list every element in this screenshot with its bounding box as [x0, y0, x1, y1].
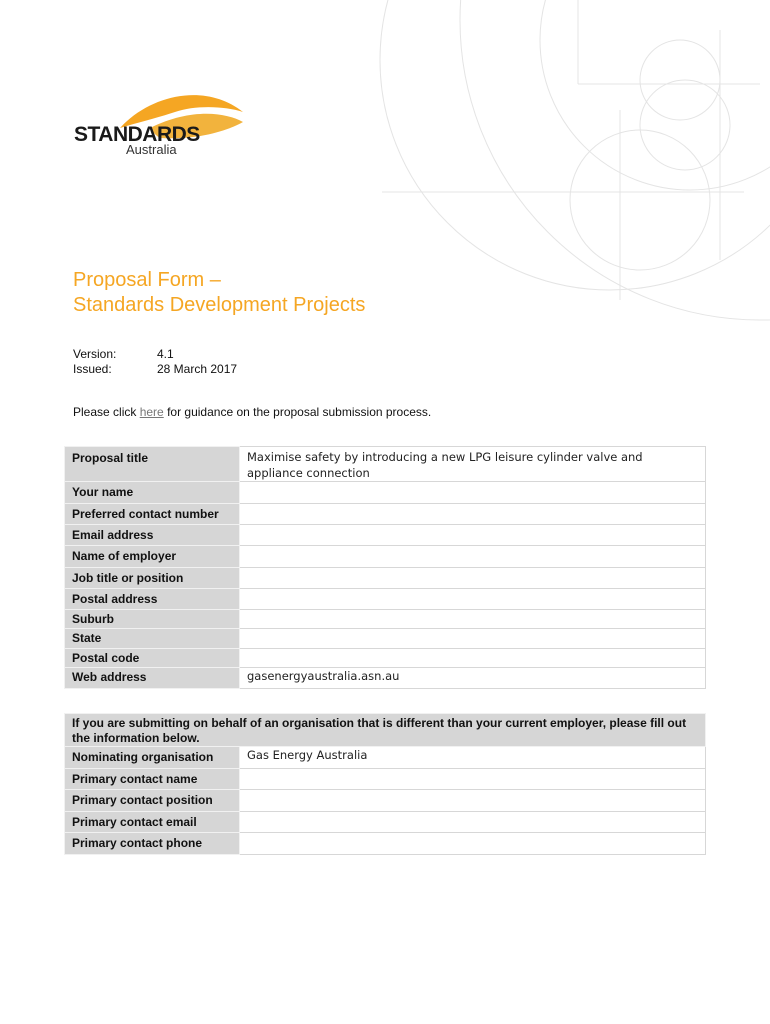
field-label: Proposal title: [65, 447, 240, 482]
table-row: [65, 610, 706, 629]
table-row: [65, 747, 706, 769]
primary-contact-name-field[interactable]: [240, 769, 706, 790]
field-label: Email address: [65, 525, 240, 546]
primary-contact-phone-field[interactable]: [240, 833, 706, 855]
field-label: Primary contact phone: [65, 833, 240, 855]
nominating-organisation-field[interactable]: Gas Energy Australia: [240, 747, 706, 769]
table-row: [65, 447, 706, 482]
guidance-before: Please click: [73, 405, 140, 419]
table-row: [65, 629, 706, 649]
proposal-title-field[interactable]: Maximise safety by introducing a new LPG leisure cylinder valve and appliance connection: [240, 447, 706, 482]
email-field[interactable]: [240, 525, 706, 546]
version-label: Version:: [73, 347, 117, 361]
section-heading: If you are submitting on behalf of an organisation that is different than your current employer, please fill out the information below.: [65, 714, 706, 747]
issued-value: 28 March 2017: [157, 362, 238, 376]
field-label: Job title or position: [65, 568, 240, 589]
standards-australia-logo-swoosh: [0, 0, 770, 200]
job-title-field[interactable]: [240, 568, 706, 589]
guidance-here-link[interactable]: here: [139, 405, 164, 419]
guidance-text: [73, 405, 431, 419]
your-name-field[interactable]: [240, 482, 706, 504]
organisation-details-table: [64, 713, 706, 855]
logo-wordmark-standards: STANDARDS: [74, 123, 200, 146]
contact-number-field[interactable]: [240, 504, 706, 525]
postal-code-field[interactable]: [240, 649, 706, 668]
web-address-field[interactable]: gasenergyaustralia.asn.au: [240, 668, 706, 689]
field-label: Preferred contact number: [65, 504, 240, 525]
field-label: Primary contact name: [65, 769, 240, 790]
table-row: [65, 649, 706, 668]
table-row: [65, 812, 706, 833]
field-label: Your name: [65, 482, 240, 504]
field-label: Nominating organisation: [65, 747, 240, 769]
primary-contact-email-field[interactable]: [240, 812, 706, 833]
field-label: State: [65, 629, 240, 649]
table-row: [65, 769, 706, 790]
table-row: [65, 568, 706, 589]
version-value: 4.1: [157, 347, 174, 361]
page-title-line2: Standards Development Projects: [73, 294, 366, 316]
page-title-line1: Proposal Form –: [73, 269, 221, 291]
field-label: Primary contact email: [65, 812, 240, 833]
proposer-details-table: [64, 446, 706, 689]
table-row: [65, 504, 706, 525]
table-row: [65, 790, 706, 812]
issued-label: Issued:: [73, 362, 112, 376]
suburb-field[interactable]: [240, 610, 706, 629]
table-row: [65, 546, 706, 568]
primary-contact-position-field[interactable]: [240, 790, 706, 812]
postal-address-field[interactable]: [240, 589, 706, 610]
field-label: Suburb: [65, 610, 240, 629]
table-row: [65, 525, 706, 546]
field-label: Postal code: [65, 649, 240, 668]
field-label: Primary contact position: [65, 790, 240, 812]
logo-wordmark-australia: Australia: [126, 142, 177, 157]
table-row: [65, 668, 706, 689]
table-row: [65, 833, 706, 855]
field-label: Postal address: [65, 589, 240, 610]
employer-field[interactable]: [240, 546, 706, 568]
field-label: Name of employer: [65, 546, 240, 568]
guidance-after: for guidance on the proposal submission process.: [163, 405, 432, 419]
state-field[interactable]: [240, 629, 706, 649]
table-row: [65, 589, 706, 610]
field-label: Web address: [65, 668, 240, 689]
table-row: [65, 714, 706, 747]
table-row: [65, 482, 706, 504]
